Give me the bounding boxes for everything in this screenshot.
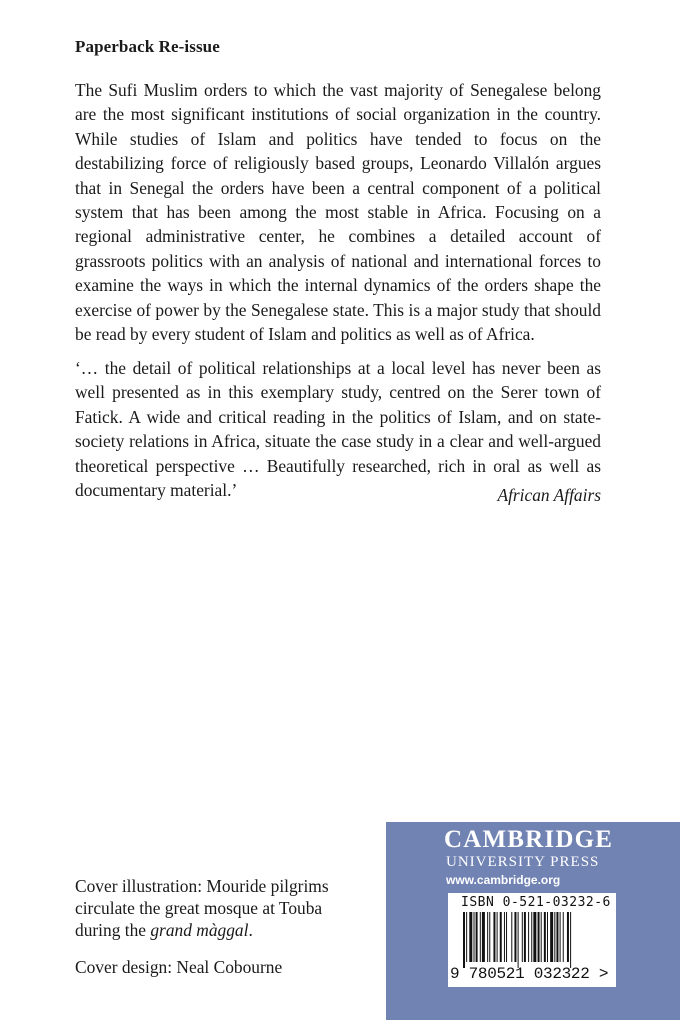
barcode-bar: [563, 912, 564, 962]
barcode-bar: [500, 912, 502, 962]
barcode-bar: [570, 912, 571, 968]
heading-paperback-reissue: Paperback Re-issue: [75, 37, 220, 56]
barcode-bar: [497, 912, 498, 962]
cover-illustration-text: Cover illustration: Mouride pilgrims circulate the great mosque at Touba during the: [75, 876, 329, 940]
barcode-bar: [504, 912, 505, 962]
barcode-bar: [531, 912, 532, 962]
barcode-bar: [466, 912, 467, 962]
barcode-bar: [538, 912, 540, 962]
publisher-website: www.cambridge.org: [446, 873, 561, 887]
barcode-bar: [533, 912, 536, 962]
barcode-bar: [547, 912, 548, 962]
barcode-bar: [528, 912, 529, 962]
barcode-bar: [463, 912, 465, 968]
review-source: African Affairs: [497, 485, 601, 505]
review-quote: ‘… the detail of political relationships at a local level has never been as well presented as in this exemplary study, centred on the Serer town of Fatick. A wide and critical reading in the politics of Islam, and on state-society relations in Africa, situate the case study in a clear and well-argued theoretical perspective … Beautifully researched, rich in oral as well as documentary material.’: [75, 358, 601, 501]
barcode-bar: [511, 912, 512, 962]
isbn-label: ISBN 0-521-03232-6: [461, 895, 611, 910]
publisher-press: UNIVERSITY PRESS: [446, 854, 600, 870]
barcode-icon: [463, 912, 609, 968]
barcode-bar: [567, 912, 569, 962]
barcode-bar: [550, 912, 553, 962]
barcode-bar: [524, 912, 526, 962]
barcode-bar: [554, 912, 555, 962]
barcode-bar: [482, 912, 485, 962]
barcode-bar: [493, 912, 495, 962]
cover-illustration-title: grand màggal: [150, 920, 249, 940]
barcode-bar: [544, 912, 546, 962]
barcode-bar: [506, 912, 507, 962]
blurb-paragraph: The Sufi Muslim orders to which the vast majority of Senegalese belong are the most significant institutions of social organization in the country. While studies of Islam and politics have tended to focus on the destabilizing force of religiously based groups, Leonardo Villalón argues that in Senegal the orders have been a central component of a political system that has been among the most stable in Africa. Focusing on a regional administrative center, he combines a detailed account of grassroots politics with an analysis of national and international forces to examine the ways in which the internal dynamics of the orders shape the exercise of power by the Senegalese state. This is a major study that should be read by every student of Islam and politics as well as of Africa.: [75, 80, 601, 345]
barcode-bar: [514, 912, 516, 962]
barcode-bar: [518, 912, 519, 968]
barcode-bar: [541, 912, 542, 962]
barcode-bar: [469, 912, 472, 962]
cover-design-credit: Cover design: Neal Cobourne: [75, 957, 283, 977]
barcode-bar: [522, 912, 523, 962]
cover-illustration-suffix: .: [248, 920, 253, 940]
barcode-bar: [487, 912, 488, 962]
barcode-bar: [476, 912, 478, 962]
barcode-bar: [480, 912, 481, 962]
cover-illustration-credit: [75, 875, 335, 941]
barcode-bar: [489, 912, 490, 962]
ean-digits: 9 780521 032322 >: [450, 965, 609, 983]
barcode-bar: [474, 912, 475, 962]
barcode-bar: [560, 912, 561, 962]
publisher-name: CAMBRIDGE: [444, 826, 614, 853]
barcode-bar: [556, 912, 558, 962]
